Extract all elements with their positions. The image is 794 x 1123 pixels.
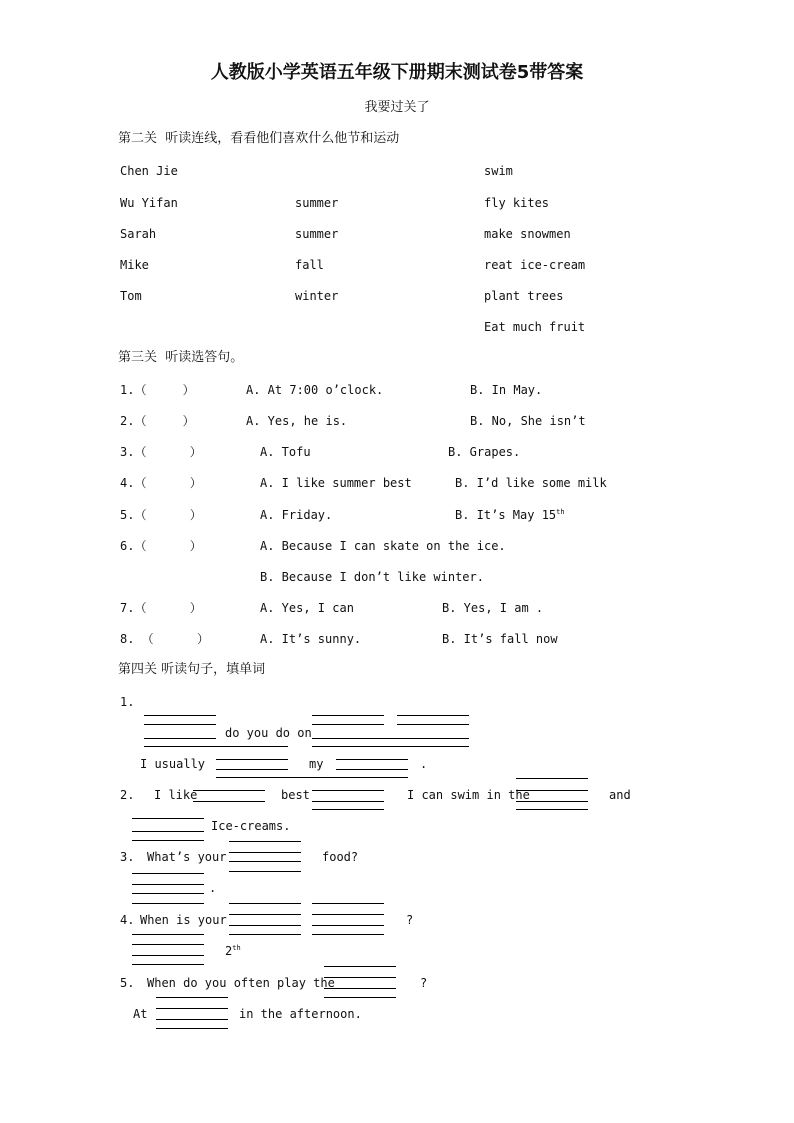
answer-blank[interactable] — [132, 944, 204, 945]
sentence-text: I like — [154, 788, 198, 802]
sentence-text: . — [209, 881, 217, 895]
option-b: B. In May. — [470, 383, 543, 397]
sentence-text: do you do on — [225, 726, 312, 740]
name-item: Chen Jie — [120, 164, 178, 178]
option-a: A. I like summer best — [260, 476, 412, 490]
question-number: 8. （ ） — [120, 632, 210, 646]
section-4-heading: 第四关 听读句子，填单词 — [118, 662, 266, 677]
sentence-text: food? — [322, 850, 359, 864]
answer-blank[interactable] — [132, 884, 204, 885]
answer-blank[interactable] — [156, 997, 228, 998]
option-b: B. Grapes. — [448, 445, 521, 459]
question-number: 2.（ ） — [120, 414, 195, 428]
answer-blank[interactable] — [397, 715, 469, 716]
answer-blank[interactable] — [516, 801, 588, 802]
answer-blank[interactable] — [312, 934, 384, 935]
answer-blank[interactable] — [516, 809, 588, 810]
option-a: A. Tofu — [260, 445, 311, 459]
option-b: B. It’s fall now — [442, 632, 558, 646]
section-3-heading: 第三关 听读选答句。 — [118, 350, 244, 365]
answer-blank[interactable] — [229, 914, 301, 915]
superscript-th: th — [556, 508, 565, 516]
question-number: 6.（ ） — [120, 539, 202, 553]
activity-item: Eat much fruit — [484, 320, 586, 334]
answer-blank[interactable] — [324, 997, 396, 998]
answer-blank[interactable] — [132, 955, 204, 956]
answer-blank[interactable] — [516, 790, 588, 791]
question-number: 5.（ ） — [120, 508, 202, 522]
answer-blank[interactable] — [229, 861, 301, 862]
option-a: A. Yes, I can — [260, 601, 354, 615]
sentence-text: 2th — [225, 944, 241, 958]
name-item: Wu Yifan — [120, 196, 178, 210]
section-2-heading: 第二关 听读连线，看看他们喜欢什么他节和运动 — [118, 131, 400, 146]
answer-blank[interactable] — [312, 715, 384, 716]
name-item: Mike — [120, 258, 149, 272]
sentence-text: When is your — [140, 913, 227, 927]
season-item: summer — [295, 227, 339, 241]
option-b: B. Because I don’t like winter. — [260, 570, 484, 584]
sentence-text: best — [281, 788, 310, 802]
answer-blank[interactable] — [193, 801, 265, 802]
option-b: B. I’d like some milk — [455, 476, 607, 490]
question-number: 1. — [120, 695, 135, 709]
answer-blank[interactable] — [156, 1028, 228, 1029]
option-b: B. Yes, I am . — [442, 601, 544, 615]
sentence-text: When do you often play the — [147, 976, 335, 990]
sentence-text: and — [609, 788, 631, 802]
page-subtitle: 我要过关了 — [364, 100, 430, 115]
activity-item: swim — [484, 164, 513, 178]
answer-blank[interactable] — [156, 1019, 228, 1020]
question-number: 7.（ ） — [120, 601, 202, 615]
sentence-text: ? — [420, 976, 428, 990]
option-b: B. No, She isn’t — [470, 414, 586, 428]
answer-blank[interactable] — [216, 777, 408, 778]
question-number: 1.（ ） — [120, 383, 195, 397]
answer-blank[interactable] — [132, 903, 204, 904]
answer-blank[interactable] — [132, 873, 204, 874]
answer-blank[interactable] — [132, 893, 204, 894]
answer-blank[interactable] — [132, 831, 204, 832]
answer-blank[interactable] — [312, 925, 384, 926]
sentence-text: . — [420, 757, 428, 771]
question-number: 2. — [120, 788, 135, 802]
answer-blank[interactable] — [397, 724, 469, 725]
answer-blank[interactable] — [312, 809, 384, 810]
name-item: Tom — [120, 289, 142, 303]
answer-blank[interactable] — [229, 871, 301, 872]
option-a: A. Yes, he is. — [246, 414, 348, 428]
sentence-text: ? — [406, 913, 414, 927]
sentence-text: my — [309, 757, 324, 771]
answer-blank[interactable] — [516, 778, 588, 779]
answer-blank[interactable] — [229, 934, 301, 935]
answer-blank[interactable] — [144, 724, 216, 725]
activity-item: make snowmen — [484, 227, 571, 241]
answer-blank[interactable] — [312, 724, 384, 725]
answer-blank[interactable] — [216, 759, 288, 760]
sentence-text: At — [133, 1007, 148, 1021]
answer-blank[interactable] — [324, 966, 396, 967]
answer-blank[interactable] — [229, 925, 301, 926]
name-item: Sarah — [120, 227, 157, 241]
option-a: A. Friday. — [260, 508, 333, 522]
answer-blank[interactable] — [336, 769, 408, 770]
answer-blank[interactable] — [312, 903, 384, 904]
answer-blank[interactable] — [312, 801, 384, 802]
sentence-text: I usually — [140, 757, 206, 771]
answer-blank[interactable] — [229, 852, 301, 853]
option-a: A. Because I can skate on the ice. — [260, 539, 506, 553]
answer-blank[interactable] — [132, 934, 204, 935]
answer-blank[interactable] — [336, 759, 408, 760]
answer-blank[interactable] — [144, 715, 216, 716]
question-number: 3.（ ） — [120, 445, 202, 459]
question-number: 4.（ ） — [120, 476, 202, 490]
season-item: summer — [295, 196, 339, 210]
question-number: 3. — [120, 850, 135, 864]
page-title: 人教版小学英语五年级下册期末测试卷5带答案 — [210, 62, 584, 83]
answer-blank[interactable] — [193, 790, 265, 791]
superscript-th: th — [232, 944, 241, 952]
sentence-text: What’s your — [147, 850, 227, 864]
question-number: 4. — [120, 913, 135, 927]
answer-blank[interactable] — [144, 746, 288, 747]
answer-blank[interactable] — [324, 988, 396, 989]
answer-blank[interactable] — [324, 977, 396, 978]
answer-blank[interactable] — [312, 738, 469, 739]
question-number: 5. — [120, 976, 135, 990]
answer-blank[interactable] — [312, 746, 469, 747]
activity-item: reat ice-cream — [484, 258, 586, 272]
option-a: A. At 7:00 o’clock. — [246, 383, 384, 397]
answer-blank[interactable] — [132, 840, 204, 841]
answer-blank[interactable] — [312, 914, 384, 915]
answer-blank[interactable] — [144, 738, 216, 739]
answer-blank[interactable] — [216, 769, 288, 770]
sentence-text: Ice-creams. — [211, 819, 291, 833]
answer-blank[interactable] — [312, 790, 384, 791]
sentence-text: in the afternoon. — [239, 1007, 362, 1021]
answer-blank[interactable] — [156, 1008, 228, 1009]
answer-blank[interactable] — [229, 841, 301, 842]
activity-item: plant trees — [484, 289, 564, 303]
option-b: B. It’s May 15th — [455, 508, 565, 522]
activity-item: fly kites — [484, 196, 550, 210]
season-item: winter — [295, 289, 339, 303]
season-item: fall — [295, 258, 324, 272]
option-a: A. It’s sunny. — [260, 632, 362, 646]
answer-blank[interactable] — [132, 964, 204, 965]
sentence-text: I can swim in the — [407, 788, 530, 802]
answer-blank[interactable] — [229, 903, 301, 904]
answer-blank[interactable] — [132, 818, 204, 819]
